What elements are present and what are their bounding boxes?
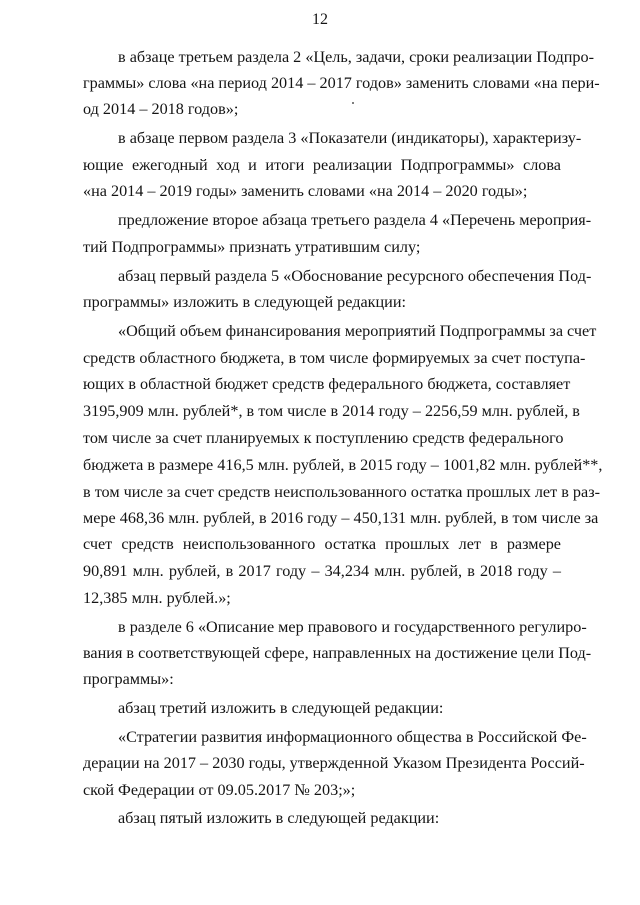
text-line: «Общий объем финансирования мероприятий Подпрограммы за счет [118,322,597,340]
text-line: «на 2014 – 2019 годы» заменить словами «на 2014 – 2020 годы»; [83,182,528,200]
text-line: предложение второе абзаца третьего раздела 4 «Перечень мероприя- [118,211,592,229]
text-line: абзац третий изложить в следующей редакции: [118,699,444,717]
text-line: тий Подпрограммы» признать утратившим силу; [83,238,421,256]
text-line: в абзаце третьем раздела 2 «Цель, задачи, сроки реализации Подпро- [118,48,594,66]
text-line: счет средств неиспользованного остатка прошлых лет в размере [83,535,561,553]
text-line: абзац пятый изложить в следующей редакции: [118,809,440,827]
text-line: «Стратегии развития информационного общества в Российской Фе- [118,728,587,746]
text-line: од 2014 – 2018 годов»; [83,100,239,118]
text-line: ющих в областной бюджет средств федерального бюджета, составляет [83,375,571,393]
text-line: в разделе 6 «Описание мер правового и государственного регулиро- [118,618,587,636]
text-line: 90,891 млн. рублей, в 2017 году – 34,234 млн. рублей, в 2018 году – [83,562,561,580]
text-line: в том числе за счет средств неиспользованного остатка прошлых лет в раз- [83,483,600,501]
text-line: бюджета в размере 416,5 млн. рублей, в 2015 году – 1001,82 млн. рублей**, [83,456,603,474]
text-line: программы»: [83,670,174,688]
text-line: в абзаце первом раздела 3 «Показатели (индикаторы), характеризу- [118,129,582,147]
text-line: 12,385 млн. рублей.»; [83,589,231,607]
text-line: ской Федерации от 09.05.2017 № 203;»; [83,781,356,799]
page-number: 12 [312,11,328,28]
text-line: 3195,909 млн. рублей*, в том числе в 2014 году – 2256,59 млн. рублей, в [83,402,580,420]
text-line: том числе за счет планируемых к поступлению средств федерального [83,429,564,447]
text-line: дерации на 2017 – 2030 годы, утвержденной Указом Президента Россий- [83,754,585,772]
text-line: программы» изложить в следующей редакции: [83,293,406,311]
text-line: вания в соответствующей сфере, направленных на достижение цели Под- [83,644,592,662]
text-line: ющие ежегодный ход и итоги реализации Подпрограммы» слова [83,156,561,174]
text-line: средств областного бюджета, в том числе формируемых за счет поступа- [83,349,586,367]
text-line: граммы» слова «на период 2014 – 2017 годов» заменить словами «на пери- [83,74,600,92]
text-line: мере 468,36 млн. рублей, в 2016 году – 450,131 млн. рублей, в том числе за [83,509,599,527]
text-line: абзац первый раздела 5 «Обоснование ресурсного обеспечения Под- [118,267,592,285]
